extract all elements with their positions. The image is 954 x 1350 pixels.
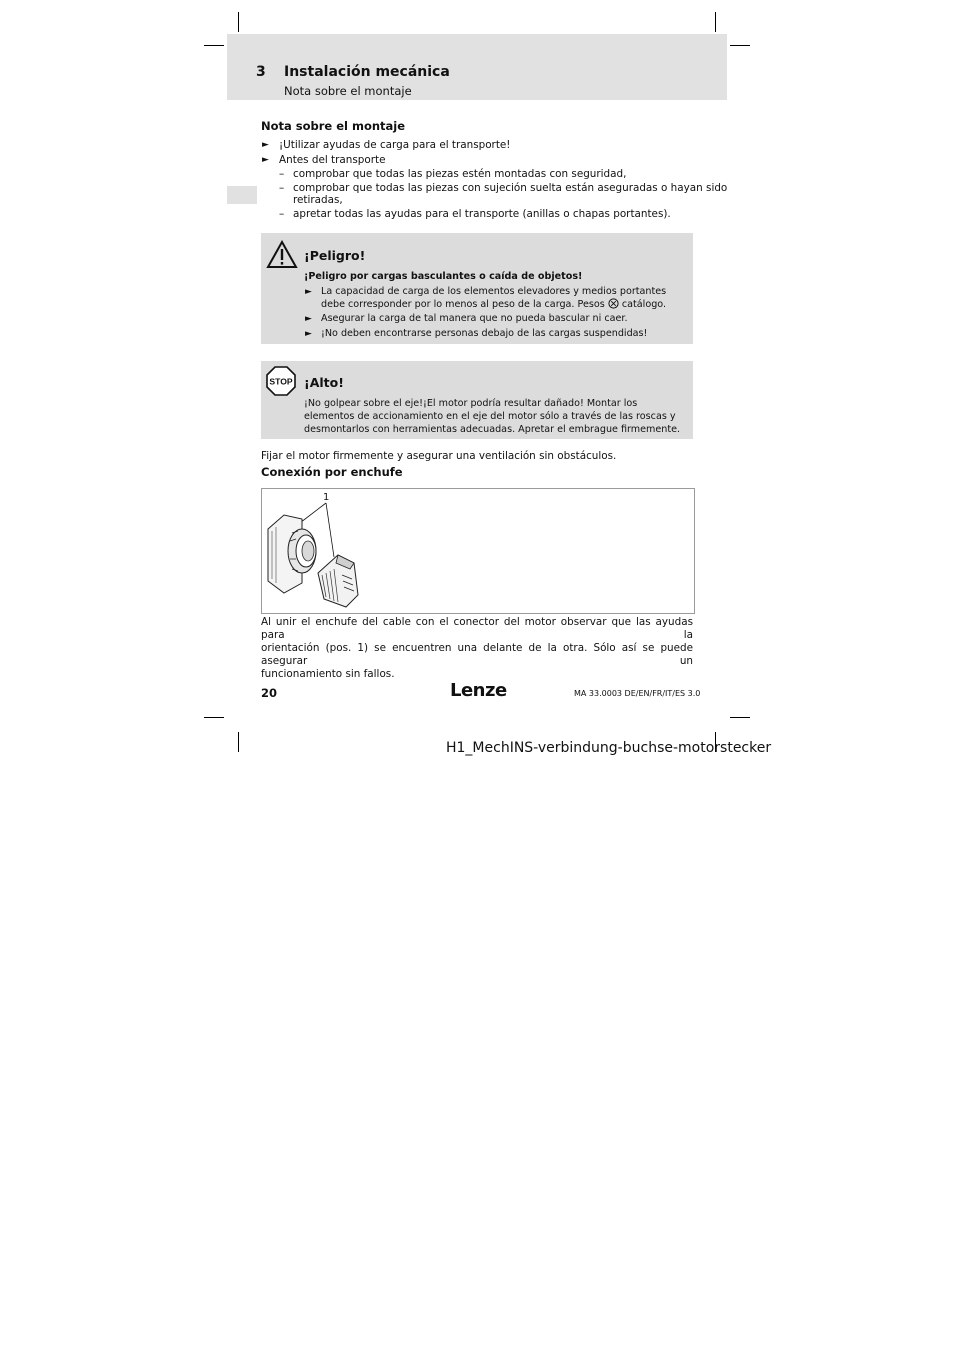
body-paragraph: Fijar el motor firmemente y asegurar una ventilación sin obstáculos. [261,450,617,462]
section-heading: Conexión por enchufe [261,465,403,479]
dash-icon: – [279,182,285,194]
crop-mark [715,12,716,32]
crop-mark [238,732,239,752]
list-item: retiradas, [293,194,343,206]
body-paragraph [261,616,693,681]
list-item: apretar todas las ayudas para el transporte (anillas o chapas portantes). [293,208,671,220]
chapter-title: Instalación mecánica [284,64,450,80]
list-item: ¡Utilizar ayudas de carga para el transporte! [279,139,511,151]
connector-illustration [262,489,372,611]
crop-mark [204,45,224,46]
list-item: La capacidad de carga de los elementos elevadores y medios portantes [321,286,667,297]
chapter-side-tab [227,186,257,204]
document-id: MA 33.0003 DE/EN/FR/IT/ES 3.0 [574,689,701,698]
list-item: ¡No deben encontrarse personas debajo de las cargas suspendidas! [321,328,648,339]
stop-text-line: ¡No golpear sobre el eje!¡El motor podría resultar dañado! Montar los [304,398,638,409]
lenze-logo: Lenze [450,680,507,701]
dash-icon: – [279,208,285,220]
bullet-arrow-icon: ► [305,287,312,297]
chapter-subtitle: Nota sobre el montaje [284,84,412,98]
list-item: comprobar que todas las piezas estén montadas con seguridad, [293,168,627,180]
catalog-reference-icon [608,298,619,309]
chapter-number: 3 [256,64,266,80]
page-number: 20 [261,686,278,700]
section-heading: Nota sobre el montaje [261,119,406,133]
danger-text: debe corresponder por lo menos al peso de la carga. Pesos [321,299,605,310]
paragraph-line: funcionamiento sin fallos. [261,668,395,680]
crop-mark [730,717,750,718]
stop-sign-icon [266,366,296,396]
bullet-arrow-icon: ► [262,140,269,150]
danger-subtitle: ¡Peligro por cargas basculantes o caída de objetos! [304,271,583,282]
danger-title: ¡Peligro! [304,248,366,263]
file-label: H1_MechINS-verbindung-buchse-motorstecker [446,740,772,756]
bullet-arrow-icon: ► [305,314,312,324]
list-item [321,298,666,312]
warning-triangle-icon [266,240,298,269]
stop-title: ¡Alto! [304,375,344,390]
paragraph-line: Al unir el enchufe del cable con el conector del motor observar que las ayudas para la [261,616,693,641]
danger-text: catálogo. [621,299,667,310]
figure-callout: 1 [323,492,330,503]
bullet-arrow-icon: ► [262,155,269,165]
paragraph-line: orientación (pos. 1) se encuentren una delante de la otra. Sólo así se puede asegurar un [261,642,693,667]
list-item: Antes del transporte [279,154,386,166]
crop-mark [730,45,750,46]
stop-text-line: elementos de accionamiento en el eje del motor sólo a través de las roscas y [304,411,676,422]
list-item: comprobar que todas las piezas con sujeción suelta están aseguradas o hayan sido [293,182,728,194]
dash-icon: – [279,168,285,180]
svg-text:STOP: STOP [269,376,293,387]
bullet-arrow-icon: ► [305,329,312,339]
list-item: Asegurar la carga de tal manera que no pueda bascular ni caer. [321,313,628,324]
crop-mark [204,717,224,718]
crop-mark [238,12,239,32]
stop-text-line: desmontarlos con herramientas adecuadas. Apretar el embrague firmemente. [304,424,681,435]
